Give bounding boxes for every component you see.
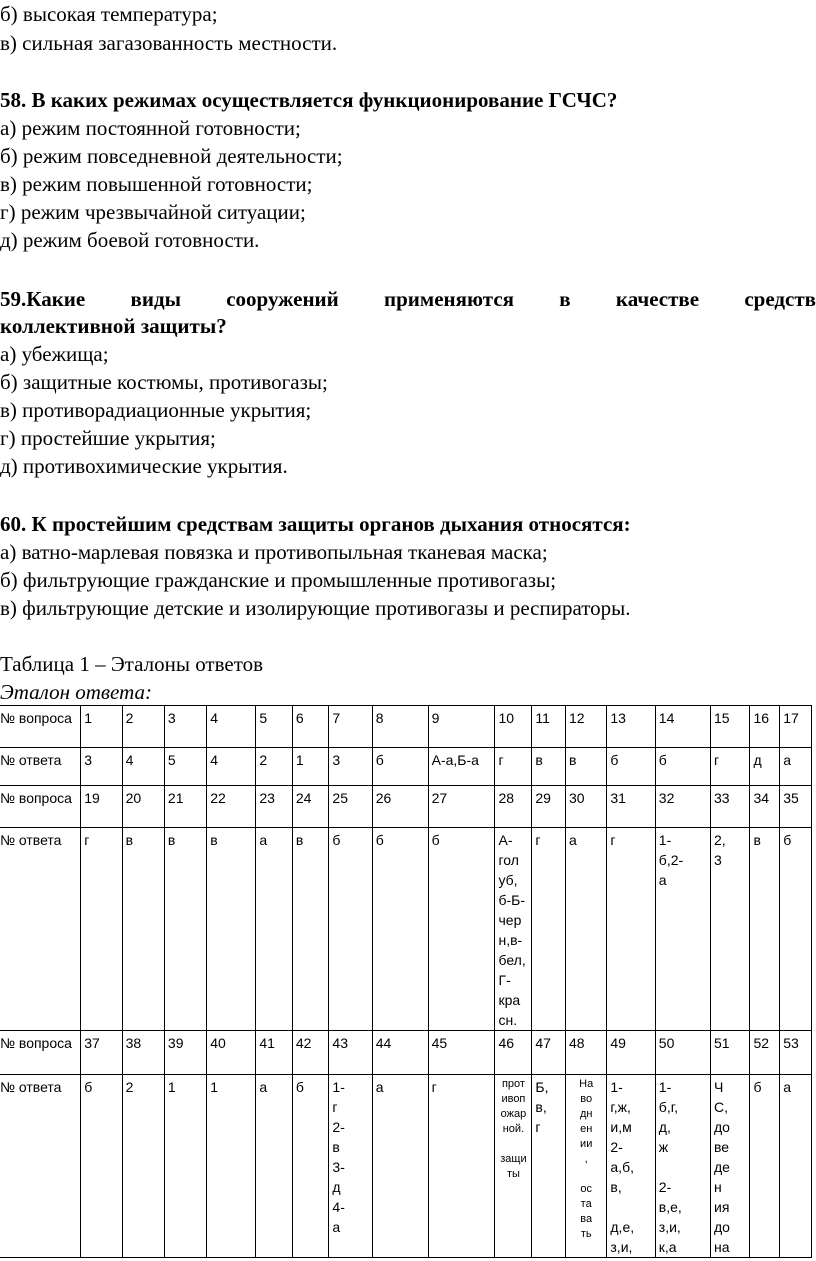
table-cell: б <box>750 1075 780 1258</box>
answer-key-table <box>0 705 812 1258</box>
table-cell: 20 <box>122 786 164 828</box>
table-cell: 24 <box>292 786 329 828</box>
answer-row <box>0 1075 812 1258</box>
table-cell: 3 <box>81 748 122 786</box>
answer-option: б) фильтрующие гражданские и промышленные противогазы; <box>0 568 557 592</box>
table-cell: 1 <box>207 1075 256 1258</box>
table-cell: 40 <box>207 1031 256 1075</box>
table-cell: 7 <box>329 706 372 748</box>
table-cell: 2 <box>256 748 293 786</box>
table-cell: г <box>495 748 532 786</box>
table-cell: 31 <box>607 786 655 828</box>
table-cell: в <box>164 828 206 1031</box>
question-59-line2: коллективной защиты? <box>0 314 227 338</box>
answer-option: в) фильтрующие детские и изолирующие противогазы и респираторы. <box>0 596 631 620</box>
table-cell: б <box>372 748 428 786</box>
table-cell: 39 <box>164 1031 206 1075</box>
table-cell: 30 <box>566 786 607 828</box>
table-cell: 33 <box>711 786 750 828</box>
table-cell: 5 <box>256 706 293 748</box>
table-cell: А-а,Б-а <box>428 748 495 786</box>
answer-option: в) режим повышенной готовности; <box>0 172 313 196</box>
table-cell: 2 <box>122 1075 164 1258</box>
question-word: виды <box>130 287 181 311</box>
table-cell: 2, 3 <box>711 828 750 1031</box>
table-cell: 49 <box>607 1031 655 1075</box>
table-cell: г <box>711 748 750 786</box>
table-cell: 45 <box>428 1031 495 1075</box>
table-cell: 35 <box>780 786 812 828</box>
question-number-row <box>0 706 812 748</box>
table-cell: 37 <box>81 1031 122 1075</box>
table-cell: 1- б,2- а <box>655 828 710 1031</box>
answer-option: в) противорадиационные укрытия; <box>0 398 312 422</box>
table-cell: а <box>256 1075 293 1258</box>
table-cell: д <box>750 748 780 786</box>
table-cell: г <box>428 1075 495 1258</box>
table-cell: б <box>81 1075 122 1258</box>
table-cell: 1 <box>81 706 122 748</box>
table-cell: 11 <box>532 706 566 748</box>
question-word: применяются <box>384 287 515 311</box>
table-cell: 12 <box>566 706 607 748</box>
question-word: сооружений <box>226 287 339 311</box>
row-header-cell: № ответа <box>0 748 81 786</box>
table-cell: б <box>329 828 372 1031</box>
table-cell: в <box>532 748 566 786</box>
table-cell: 4 <box>122 748 164 786</box>
table-cell: 32 <box>655 786 710 828</box>
answer-option: б) высокая температура; <box>0 2 218 26</box>
table-cell: 52 <box>750 1031 780 1075</box>
table-cell: г <box>532 828 566 1031</box>
table-cell: 47 <box>532 1031 566 1075</box>
table-cell: На во дн ен ии , ос та ва ть <box>566 1075 607 1258</box>
question-number-row <box>0 786 812 828</box>
table-cell: 19 <box>81 786 122 828</box>
question-59-line1 <box>0 285 816 313</box>
table-cell: 22 <box>207 786 256 828</box>
table-cell: б <box>607 748 655 786</box>
answer-option: а) режим постоянной готовности; <box>0 116 301 140</box>
table-cell: 50 <box>655 1031 710 1075</box>
table-cell: б <box>372 828 428 1031</box>
table-cell: а <box>780 748 812 786</box>
answer-option: д) режим боевой готовности. <box>0 228 260 252</box>
table-cell: 1- г,ж, и,м 2- а,б, в, д,е, з,и, <box>607 1075 655 1258</box>
table-cell: г <box>81 828 122 1031</box>
table-cell: 5 <box>164 748 206 786</box>
table-cell: 4 <box>207 748 256 786</box>
answer-option: г) простейшие укрытия; <box>0 426 216 450</box>
table-cell: 48 <box>566 1031 607 1075</box>
table-cell: 15 <box>711 706 750 748</box>
table-cell: 9 <box>428 706 495 748</box>
row-header-cell: № вопроса <box>0 706 81 748</box>
table-cell: в <box>566 748 607 786</box>
table-cell: 1 <box>292 748 329 786</box>
question-word: в <box>559 287 571 311</box>
table-cell: 23 <box>256 786 293 828</box>
table-cell: 46 <box>495 1031 532 1075</box>
answer-option: а) ватно-марлевая повязка и противопыльная тканевая маска; <box>0 540 548 564</box>
table-cell: 17 <box>780 706 812 748</box>
table-cell: 16 <box>750 706 780 748</box>
table-cell: 34 <box>750 786 780 828</box>
table-cell: а <box>256 828 293 1031</box>
answer-option: б) защитные костюмы, противогазы; <box>0 370 328 394</box>
table-cell: а <box>372 1075 428 1258</box>
table-cell: 6 <box>292 706 329 748</box>
answer-option: д) противохимические укрытия. <box>0 454 288 478</box>
table-cell: 28 <box>495 786 532 828</box>
table-cell: 41 <box>256 1031 293 1075</box>
question-58: 58. В каких режимах осуществляется функционирование ГСЧС? <box>0 88 618 112</box>
table-cell: 3 <box>164 706 206 748</box>
table-cell: 10 <box>495 706 532 748</box>
answer-option: а) убежища; <box>0 342 109 366</box>
table-cell: 51 <box>711 1031 750 1075</box>
answer-row <box>0 748 812 786</box>
question-word: средств <box>744 287 816 311</box>
answer-option: в) сильная загазованность местности. <box>0 31 338 55</box>
table-cell: 27 <box>428 786 495 828</box>
question-word: качестве <box>615 287 700 311</box>
table-cell: Ч С, до ве де н ия до на <box>711 1075 750 1258</box>
table-cell: 44 <box>372 1031 428 1075</box>
table-cell: 8 <box>372 706 428 748</box>
table-cell: 2 <box>122 706 164 748</box>
table-cell: в <box>122 828 164 1031</box>
table-cell: б <box>428 828 495 1031</box>
table-cell: г <box>607 828 655 1031</box>
table-cell: 43 <box>329 1031 372 1075</box>
table-cell: прот ивоп ожар ной. защи ты <box>495 1075 532 1258</box>
row-header-cell: № ответа <box>0 1075 81 1258</box>
table-cell: б <box>655 748 710 786</box>
table-cell: 14 <box>655 706 710 748</box>
table-cell: 26 <box>372 786 428 828</box>
table-cell: А- гол уб, б-Б- чер н,в- бел, Г- кра сн. <box>495 828 532 1031</box>
table-cell: 38 <box>122 1031 164 1075</box>
row-header-cell: № вопроса <box>0 1031 81 1075</box>
table-cell: 1- б,г, д, ж 2- в,е, з,и, к,а <box>655 1075 710 1258</box>
table-cell: 1 <box>164 1075 206 1258</box>
table-cell: 53 <box>780 1031 812 1075</box>
question-60: 60. К простейшим средствам защиты органов дыхания относятся: <box>0 512 631 536</box>
table-cell: в <box>207 828 256 1031</box>
answer-option: г) режим чрезвычайной ситуации; <box>0 200 306 224</box>
table-cell: б <box>292 1075 329 1258</box>
table-cell: 3 <box>329 748 372 786</box>
table-cell: а <box>780 1075 812 1258</box>
table-caption: Таблица 1 – Эталоны ответов <box>0 652 264 676</box>
table-cell: а <box>566 828 607 1031</box>
answer-row <box>0 828 812 1031</box>
table-cell: Б, в, г <box>532 1075 566 1258</box>
row-header-cell: № ответа <box>0 828 81 1031</box>
table-cell: 13 <box>607 706 655 748</box>
table-cell: 1- г 2- в 3- д 4- а <box>329 1075 372 1258</box>
table-cell: в <box>292 828 329 1031</box>
table-cell: 21 <box>164 786 206 828</box>
question-number-row <box>0 1031 812 1075</box>
table-cell: в <box>750 828 780 1031</box>
table-cell: 4 <box>207 706 256 748</box>
table-cell: б <box>780 828 812 1031</box>
question-word: 59.Какие <box>0 287 86 311</box>
answer-option: б) режим повседневной деятельности; <box>0 144 343 168</box>
table-cell: 29 <box>532 786 566 828</box>
table-cell: 42 <box>292 1031 329 1075</box>
row-header-cell: № вопроса <box>0 786 81 828</box>
table-subcaption: Эталон ответа: <box>0 680 152 704</box>
table-cell: 25 <box>329 786 372 828</box>
